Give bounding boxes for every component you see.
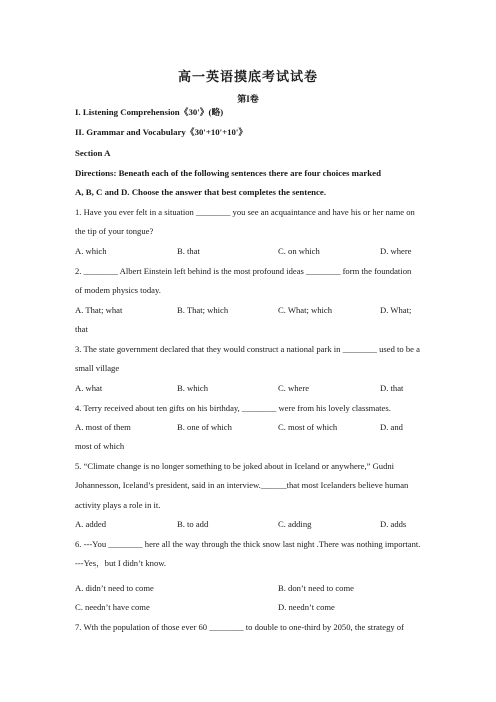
option-c: C. where <box>278 383 310 393</box>
option-c: C. most of which <box>278 422 338 432</box>
question-5-text: 5. “Climate change is no longer something to be joked about in Iceland or anywhere,” Gudni <box>75 461 395 471</box>
option-b: B. one of which <box>177 422 232 432</box>
exam-title: 高一英语摸底考试试卷 <box>177 69 318 84</box>
option-d: D. that <box>380 383 404 393</box>
question-6-text: 6. ---You ________ here all the way through the thick snow last night .There was nothing important. <box>75 539 421 549</box>
option-b: B. don’t need to come <box>278 583 354 593</box>
option-a: A. what <box>75 383 103 393</box>
directions-line-1: Directions: Beneath each of the following sentences there are four choices marked <box>75 168 381 178</box>
question-1-text: 1. Have you ever felt in a situation ________ you see an acquaintance and have his or her name on <box>75 207 415 217</box>
directions-line-2: A, B, C and D. Choose the answer that best completes the sentence. <box>75 187 327 197</box>
question-2-text: 2. ________ Albert Einstein left behind is the most profound ideas ________ form the foundation <box>75 266 412 276</box>
option-c: C. adding <box>278 519 312 529</box>
question-2-options <box>75 305 435 316</box>
option-c: C. needn’t have come <box>75 602 150 612</box>
option-b: B. which <box>177 383 209 393</box>
question-3-text: 3. The state government declared that they would construct a national park in ________ used to be a <box>75 344 420 354</box>
option-c: C. on which <box>278 246 320 256</box>
stray-mark: ' <box>95 568 96 573</box>
question-3-text-cont: small village <box>75 363 120 373</box>
listening-heading: I. Listening Comprehension《30'》(略) <box>75 107 224 117</box>
option-b: B. that <box>177 246 200 256</box>
question-4-text: 4. Terry received about ten gifts on his birthday, ________ were from his lovely classmates. <box>75 403 391 413</box>
option-a: A. didn’t need to come <box>75 583 154 593</box>
question-2-option-d-wrap: that <box>75 324 88 334</box>
question-7-text: 7. Wth the population of those ever 60 ________ to double to one-third by 2050, the strategy of <box>75 622 404 632</box>
question-6-text-cont: ---Yes，but I didn’t know. <box>75 558 167 568</box>
option-b: B. That; which <box>177 305 229 315</box>
option-b: B. to add <box>177 519 209 529</box>
question-6-options-row-1 <box>75 583 435 594</box>
option-d: D. What; <box>380 305 412 315</box>
question-4-options <box>75 422 435 433</box>
option-d: D. needn’t come <box>278 602 335 612</box>
option-d: D. where <box>380 246 412 256</box>
option-a: A. which <box>75 246 107 256</box>
question-4-option-d-wrap: most of which <box>75 441 125 451</box>
option-a: A. That; what <box>75 305 123 315</box>
option-d: D. and <box>380 422 403 432</box>
question-5-options <box>75 519 435 530</box>
question-2-text-cont: of modem physics today. <box>75 285 161 295</box>
section-a-heading: Section A <box>75 148 111 158</box>
option-d: D. adds <box>380 519 407 529</box>
option-c: C. What; which <box>278 305 333 315</box>
question-1-options <box>75 246 435 257</box>
question-5-text-cont-2: activity plays a role in it. <box>75 500 161 510</box>
grammar-heading: II. Grammar and Vocabulary《30'+10'+10'》 <box>75 127 248 137</box>
question-6-options-row-2 <box>75 602 435 613</box>
question-1-text-cont: the tip of your tongue? <box>75 226 154 236</box>
question-5-text-cont: Johannesson, Iceland’s president, said in an interview.______that most Icelanders believe human <box>75 480 409 490</box>
volume-label: 第I卷 <box>237 94 259 104</box>
question-3-options <box>75 383 435 394</box>
option-a: A. most of them <box>75 422 131 432</box>
option-a: A. added <box>75 519 107 529</box>
